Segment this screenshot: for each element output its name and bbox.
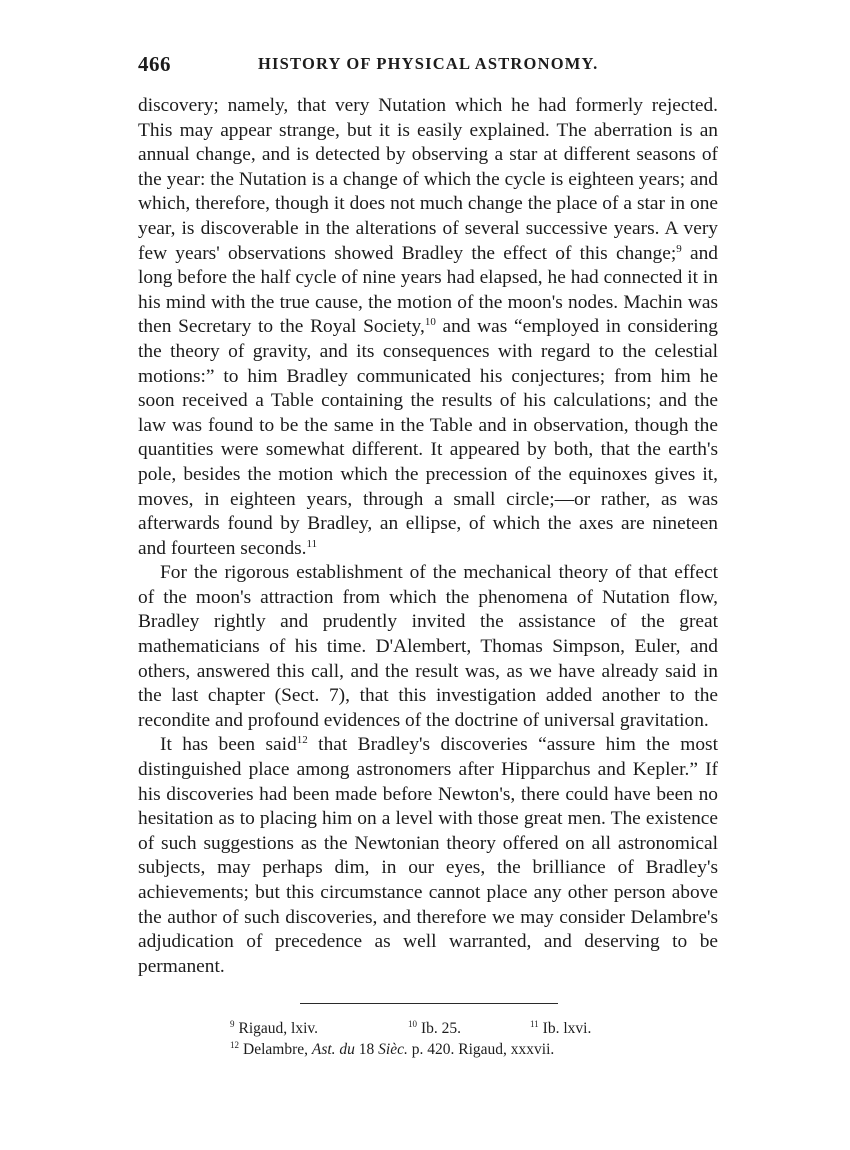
footnote-rule bbox=[300, 1003, 558, 1004]
footnote-12 bbox=[230, 1039, 554, 1060]
paragraph-3-text-a: It has been said bbox=[160, 734, 297, 756]
paragraph-1-text-a: discovery; namely, that very Nutation which he had formerly rejected. This may appear strange, but it is easily explained. The aberration is an annual change, and is detected by observing a star at different seasons of the year: the Nutation is a change of which the cycle is eighteen years; and which, therefore, though it does not much change the place of a star in one year, is discoverable in the alterations of several successive years. A very few years' observations showed Bradley the effect of this change; bbox=[138, 95, 718, 264]
footnote-10-mark: 10 bbox=[408, 1019, 417, 1030]
paragraph-3 bbox=[138, 733, 718, 979]
page bbox=[138, 52, 718, 1060]
footnote-10-text: Ib. 25. bbox=[421, 1020, 462, 1038]
footnote-9 bbox=[230, 1018, 318, 1039]
footnote-10 bbox=[408, 1018, 461, 1039]
footnote-11-text: Ib. lxvi. bbox=[542, 1020, 592, 1038]
footnote-9-mark: 9 bbox=[230, 1019, 235, 1030]
footnote-11 bbox=[530, 1018, 591, 1039]
footnote-ref-12: 12 bbox=[296, 734, 308, 747]
footnote-ref-10: 10 bbox=[424, 316, 436, 329]
footnote-12-italic-c: Sièc. bbox=[378, 1041, 408, 1059]
footnote-ref-11: 11 bbox=[306, 537, 318, 550]
running-title: HISTORY OF PHYSICAL ASTRONOMY. bbox=[258, 54, 599, 73]
paragraph-1 bbox=[138, 94, 718, 561]
running-head bbox=[138, 52, 718, 82]
body-text bbox=[138, 94, 718, 979]
footnote-12-mark: 12 bbox=[230, 1040, 239, 1051]
footnote-row-1 bbox=[230, 1018, 718, 1039]
footnotes bbox=[230, 1018, 718, 1060]
footnote-12-text-c: 18 bbox=[354, 1041, 379, 1059]
footnote-ref-9: 9 bbox=[676, 242, 682, 255]
page-number: 466 bbox=[138, 52, 171, 76]
paragraph-1-text-b: and long before the half cycle of nine years had elapsed, he had connected it in his mind with the true cause, the motion of the moon's nodes. Machin was then Secretary to the Royal Society, bbox=[138, 242, 718, 338]
footnote-row-2 bbox=[230, 1039, 718, 1060]
paragraph-3-text-b: that Bradley's discoveries “assure him the most distinguished place among astronomers after Hipparchus and Kepler.” If his discoveries had been made before Newton's, there could have been no hesitation as to placing him on a level with those great men. The existence of such suggestions as the Newtonian theory offered on all astronomical subjects, may perhaps dim, in our eyes, the brilliance of Bradley's achievements; but this circumstance cannot place any other person above the author of such discoveries, and therefore we may consider Delambre's adjudication of precedence as well warranted, and deserving to be permanent. bbox=[138, 734, 718, 977]
footnote-12-italic-b: du bbox=[339, 1041, 355, 1059]
paragraph-2: For the rigorous establishment of the mechanical theory of that effect of the moon's attraction from which the phenomena of Nutation flow, Bradley rightly and prudently invited the assistance of the great mathematicians of his time. D'Alembert, Thomas Simpson, Euler, and others, answered this call, and the result was, as we have already said in the last chapter (Sect. 7), that this investigation added another to the recondite and profound evidences of the doctrine of universal gravitation. bbox=[138, 562, 718, 731]
footnote-12-text-a: Delambre, bbox=[243, 1041, 312, 1059]
paragraph-1-text-c: and was “employed in considering the theory of gravity, and its consequences with regard to the celestial motions:” to him Bradley communicated his conjectures; from him he soon received a Table containing the results of his calculations; and the law was found to be the same in the Table and in observation, though the quantities were somewhat different. It appeared by both, that the earth's pole, besides the motion which the precession of the equinoxes gives it, moves, in eighteen years, through a small circle;—or rather, as was afterwards found by Bradley, an ellipse, of which the axes are nineteen and fourteen seconds. bbox=[138, 316, 718, 559]
footnote-12-italic-a: Ast. bbox=[311, 1041, 336, 1059]
footnote-11-mark: 11 bbox=[530, 1019, 539, 1030]
footnote-9-text: Rigaud, lxiv. bbox=[238, 1020, 319, 1038]
footnote-12-text-d: p. 420. Rigaud, xxxvii. bbox=[407, 1041, 555, 1059]
